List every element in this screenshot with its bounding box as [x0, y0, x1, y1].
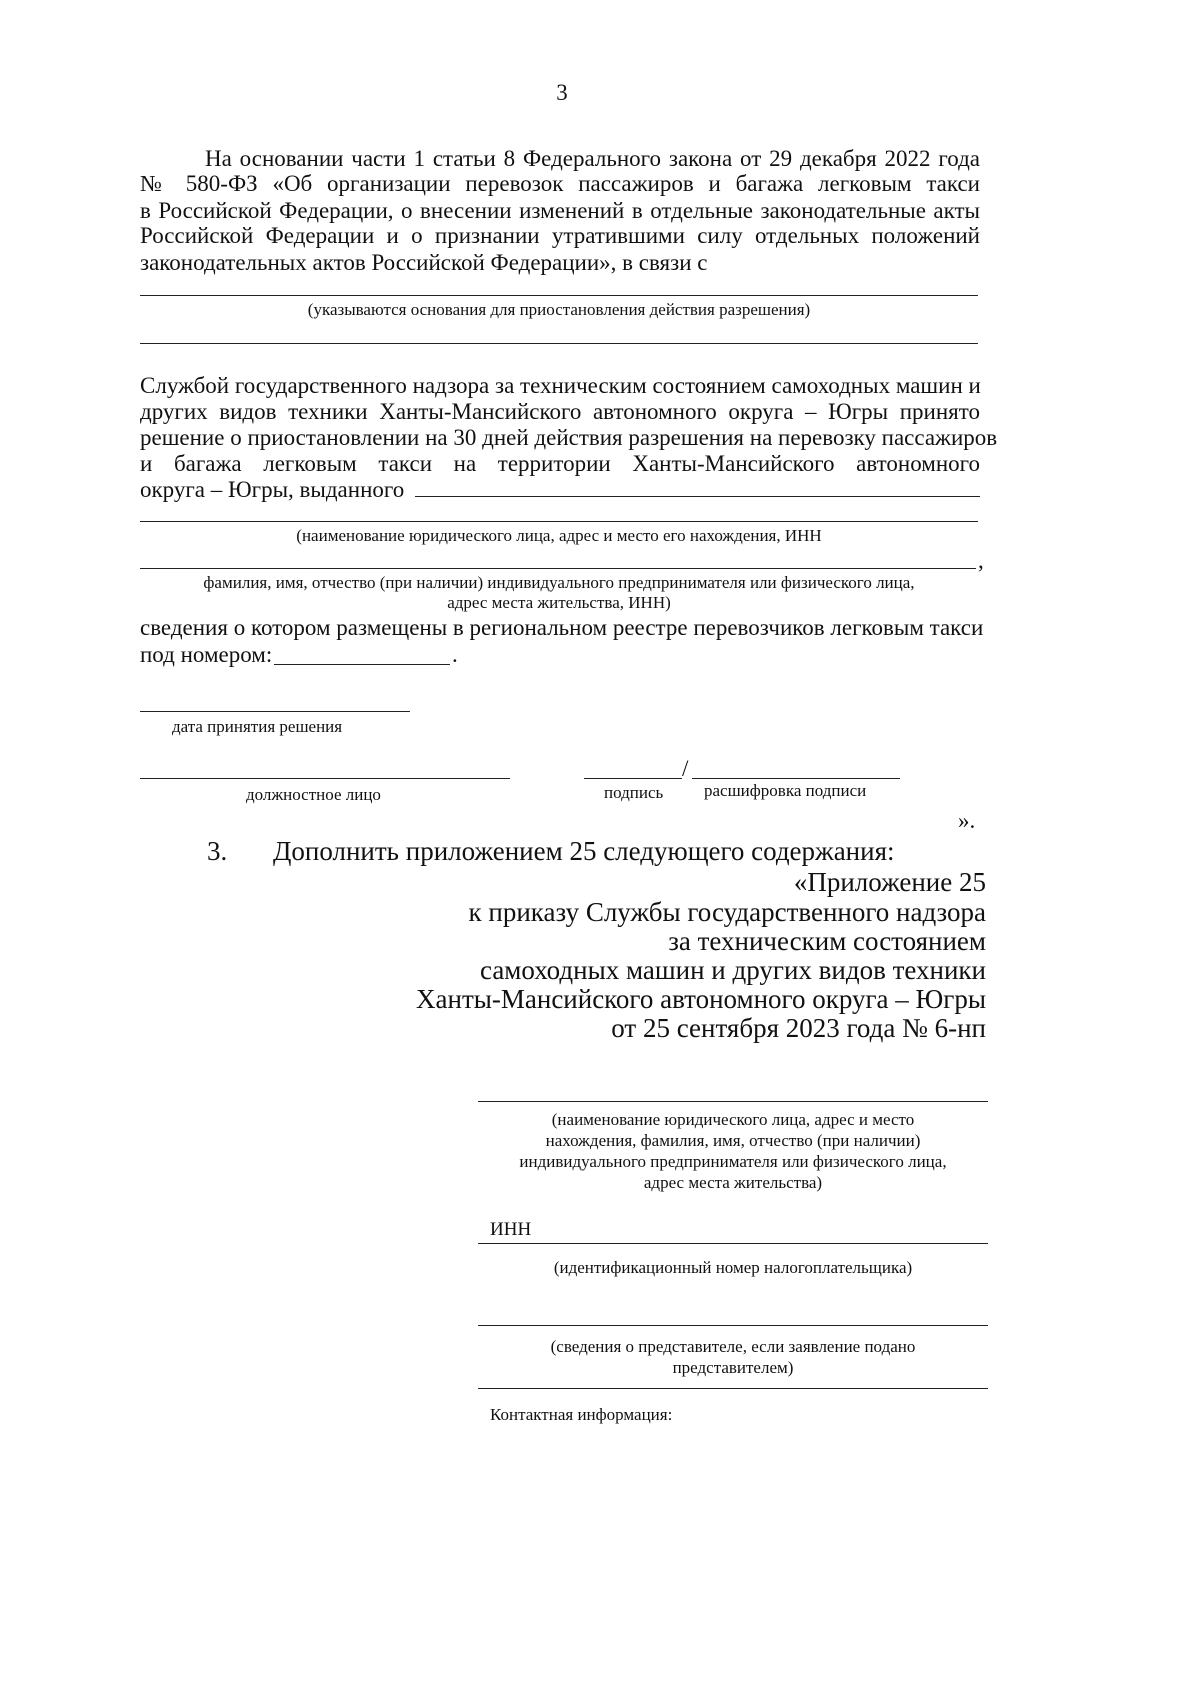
appendix-line: «Приложение 25	[793, 867, 986, 897]
blank-line-signature	[584, 778, 682, 779]
caption-signature: подпись	[604, 783, 664, 802]
appendix-line: от 25 сентября 2023 года № 6-нп	[611, 1013, 986, 1043]
blank-line-grounds-2	[140, 343, 978, 344]
appendix-line: за техническим состоянием	[668, 926, 986, 956]
paragraph-line: в Российской Федерации, о внесении изменений в отдельные законодательные акты	[140, 198, 980, 223]
paragraph-line: решение о приостановлении на 30 дней действия разрешения на перевозку пассажиров	[140, 425, 998, 450]
caption-inn: (идентификационный номер налогоплательщика)	[553, 1258, 913, 1277]
blank-line-official	[140, 778, 510, 779]
caption-entity: (наименование юридического лица, адрес и место его нахождения, ИНН	[296, 526, 822, 545]
blank-line-representative-2	[478, 1388, 988, 1389]
caption-person-line1: фамилия, имя, отчество (при наличии) индивидуального предпринимателя или физического лица,	[203, 573, 915, 592]
caption-line: адрес места жительства)	[643, 1173, 823, 1192]
caption-official: должностное лицо	[246, 785, 381, 804]
blank-line-issued-to	[415, 496, 980, 497]
contact-label: Контактная информация:	[490, 1405, 673, 1424]
paragraph-line: № 580-ФЗ «Об организации перевозок пассажиров и багажа легковым такси	[140, 171, 980, 196]
caption-representative-line2: представителем)	[672, 1358, 794, 1377]
appendix-line: самоходных машин и других видов техники	[480, 955, 986, 985]
blank-line-inn	[478, 1243, 988, 1244]
caption-line: (наименование юридического лица, адрес и место	[551, 1110, 915, 1129]
paragraph-line: других видов техники Ханты-Мансийского автономного округа – Югры принято	[140, 399, 980, 424]
slash: /	[682, 756, 689, 781]
caption-representative-line1: (сведения о представителе, если заявление подано	[550, 1337, 916, 1356]
blank-line-person	[140, 568, 976, 569]
inn-label: ИНН	[490, 1219, 532, 1240]
caption-grounds: (указываются основания для приостановления действия разрешения)	[307, 300, 811, 319]
blank-line-representative	[478, 1325, 988, 1326]
caption-line: нахождения, фамилия, имя, отчество (при наличии)	[545, 1131, 921, 1150]
comma: ,	[978, 548, 984, 573]
caption-line: индивидуального предпринимателя или физического лица,	[519, 1152, 947, 1171]
period: .	[452, 642, 458, 667]
paragraph-line: Российской Федерации и о признании утратившими силу отдельных положений	[140, 223, 980, 248]
blank-line-grounds	[140, 295, 978, 296]
paragraph-registry-line2: под номером:	[140, 642, 273, 667]
paragraph-line: законодательных актов Российской Федерации», в связи с	[140, 250, 708, 275]
closing-quote: ».	[958, 808, 976, 833]
item-number: 3.	[207, 836, 228, 866]
caption-date: дата принятия решения	[172, 717, 343, 736]
caption-person-line2: адрес места жительства, ИНН)	[447, 593, 671, 612]
blank-line-applicant	[478, 1101, 988, 1102]
paragraph-registry-line1: сведения о котором размещены в региональном реестре перевозчиков легковым такси	[140, 615, 984, 640]
paragraph-line: округа – Югры, выданного	[140, 477, 405, 502]
appendix-line: Ханты-Мансийского автономного округа – Югры	[416, 984, 986, 1014]
paragraph-line: Службой государственного надзора за техническим состоянием самоходных машин и	[140, 373, 981, 398]
blank-line-date	[140, 711, 410, 712]
caption-decode: расшифровка подписи	[704, 781, 867, 800]
appendix-line: к приказу Службы государственного надзора	[468, 897, 986, 927]
blank-line-decode	[692, 778, 900, 779]
paragraph-line: На основании части 1 статьи 8 Федерального закона от 29 декабря 2022 года	[205, 146, 980, 171]
page-number: 3	[556, 80, 568, 105]
item-text: Дополнить приложением 25 следующего содержания:	[273, 836, 895, 866]
blank-line-registry-number	[274, 664, 450, 665]
paragraph-line: и багажа легковым такси на территории Ханты-Мансийского автономного	[140, 451, 980, 476]
blank-line-entity	[140, 521, 978, 522]
